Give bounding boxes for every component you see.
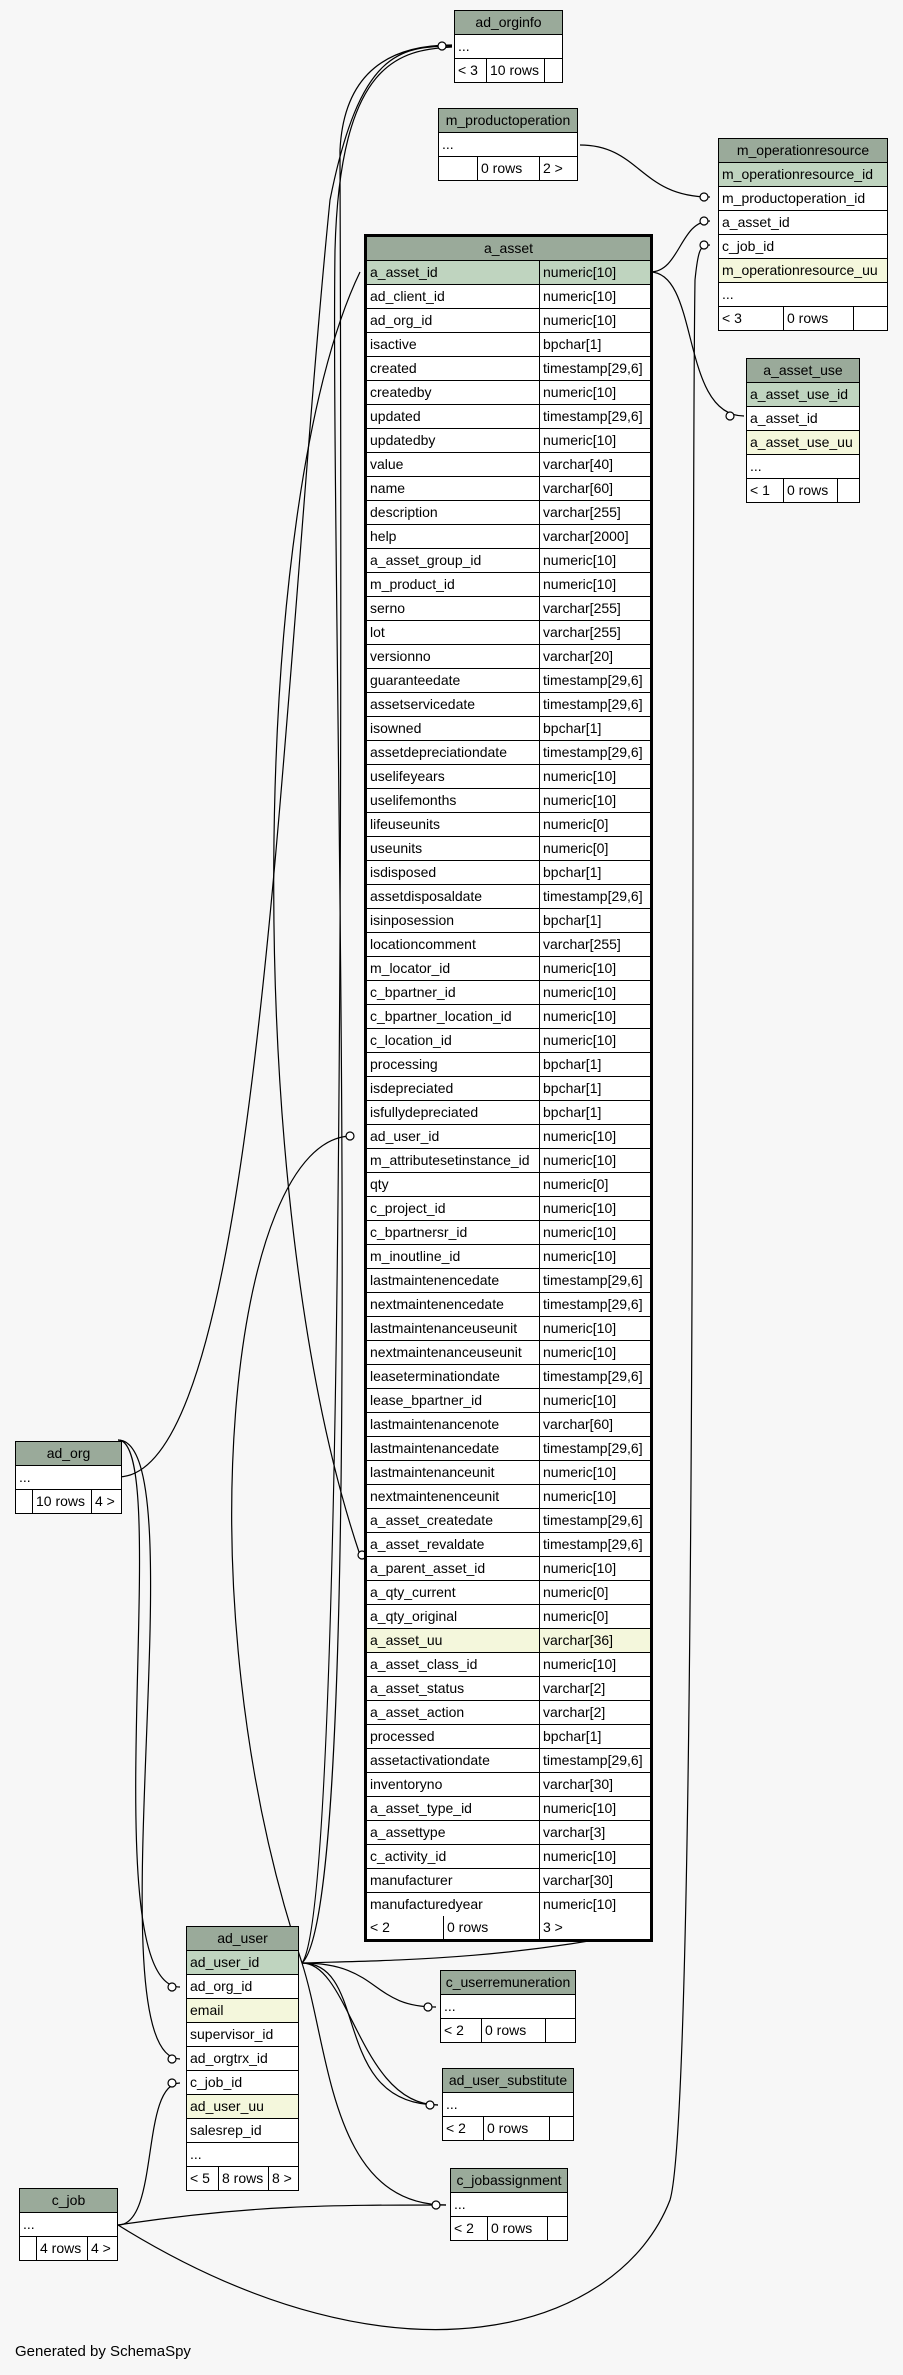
column-type: numeric[10] (539, 789, 650, 812)
table-row (367, 1389, 650, 1413)
table-row (367, 1221, 650, 1245)
table-title[interactable]: c_jobassignment (451, 2169, 567, 2193)
column-type: numeric[10] (539, 981, 650, 1004)
column-name: m_operationresource_id (722, 166, 873, 182)
column-name: nextmaintenenceunit (370, 1488, 500, 1504)
column-name: serno (370, 600, 406, 616)
column-name: ad_org_id (370, 312, 433, 328)
table-row (367, 429, 650, 453)
column-name: a_asset_id (722, 214, 790, 230)
edge-adorg-aduser-trx (118, 1440, 180, 2059)
edge-aduser-jobassign (302, 1963, 446, 2205)
table-row (367, 1005, 650, 1029)
children-count[interactable]: 8 > (268, 2167, 298, 2190)
table-row (367, 1485, 650, 1509)
column-name: ad_org_id (190, 1978, 253, 1994)
column-name: manufacturer (370, 1872, 453, 1888)
children-count[interactable] (837, 479, 859, 502)
column-name: uselifemonths (370, 792, 457, 808)
table-row (367, 621, 650, 645)
column-type: varchar[255] (539, 933, 650, 956)
table-row (367, 981, 650, 1005)
column-name: lot (370, 624, 385, 640)
table-row (367, 957, 650, 981)
column-type: numeric[10] (539, 1221, 650, 1244)
column-type: timestamp[29,6] (539, 693, 650, 716)
column-type: varchar[255] (539, 501, 650, 524)
row-count: 0 rows (487, 2217, 547, 2240)
children-count[interactable] (853, 307, 887, 330)
table-row: ... (444, 1998, 456, 2014)
column-name: nextmaintenencedate (370, 1296, 504, 1312)
table-row: ... (446, 2096, 458, 2112)
column-name: isfullydepreciated (370, 1104, 479, 1120)
row-count: 0 rows (783, 479, 837, 502)
table-row (367, 1869, 650, 1893)
edge-aduser-remun (302, 1963, 436, 2007)
table-m-operationresource[interactable] (718, 138, 888, 331)
column-type: varchar[255] (539, 621, 650, 644)
column-name: supervisor_id (190, 2026, 274, 2042)
table-c-jobassignment[interactable] (450, 2168, 568, 2241)
column-name: name (370, 480, 406, 496)
table-row (367, 1821, 650, 1845)
column-name: m_productoperation_id (722, 190, 866, 206)
parents-count[interactable]: < 2 (454, 2220, 474, 2236)
children-count[interactable] (547, 2217, 567, 2240)
column-name: a_asset_status (370, 1680, 465, 1696)
column-type: timestamp[29,6] (539, 1509, 650, 1532)
table-ad-org[interactable] (15, 1441, 122, 1514)
table-row (367, 1605, 650, 1629)
children-count[interactable]: 4 > (87, 2237, 117, 2260)
table-row (367, 1773, 650, 1797)
column-type: timestamp[29,6] (539, 1533, 650, 1556)
column-name: c_location_id (370, 1032, 452, 1048)
table-row (367, 645, 650, 669)
column-name: ... (722, 286, 734, 302)
table-row (367, 861, 650, 885)
column-name: a_asset_id (370, 264, 438, 280)
column-name: versionno (370, 648, 431, 664)
column-type: numeric[10] (539, 1461, 650, 1484)
table-row (367, 309, 650, 333)
column-name: processing (370, 1056, 438, 1072)
table-a-asset-use[interactable] (746, 358, 860, 503)
column-type: timestamp[29,6] (539, 1293, 650, 1316)
table-row (367, 1677, 650, 1701)
column-type: varchar[20] (539, 645, 650, 668)
column-name: nextmaintenanceuseunit (370, 1344, 522, 1360)
column-name: lastmaintenanceuseunit (370, 1320, 518, 1336)
column-name: assetdepreciationdate (370, 744, 507, 760)
edge-aduser-subst (302, 1963, 438, 2105)
column-name: isdepreciated (370, 1080, 454, 1096)
column-name: m_operationresource_uu (722, 262, 878, 278)
column-name: m_product_id (370, 576, 455, 592)
column-type: bpchar[1] (539, 1053, 650, 1076)
column-name: assetactivationdate (370, 1752, 490, 1768)
column-name: ... (190, 2146, 202, 2162)
column-name: a_asset_use_uu (750, 434, 853, 450)
column-type: numeric[10] (539, 1125, 650, 1148)
column-name: a_asset_id (750, 410, 818, 426)
column-name: c_job_id (722, 238, 775, 254)
row-count: 0 rows (783, 307, 853, 330)
generated-by-footer: Generated by SchemaSpy (15, 2343, 191, 2360)
table-row (367, 1149, 650, 1173)
column-name: useunits (370, 840, 423, 856)
column-type: numeric[0] (539, 1173, 650, 1196)
edge-aduser-subst-2 (302, 1963, 438, 2105)
column-name: a_asset_revaldate (370, 1536, 485, 1552)
parents-count[interactable]: < 3 (458, 62, 478, 78)
table-ad-user[interactable] (186, 1926, 299, 2191)
table-row (367, 1581, 650, 1605)
table-row (367, 1365, 650, 1389)
table-title[interactable]: m_operationresource (719, 139, 887, 163)
table-row (367, 1533, 650, 1557)
column-type: timestamp[29,6] (539, 1749, 650, 1772)
table-ad-user-substitute[interactable] (442, 2068, 574, 2141)
table-row (367, 1053, 650, 1077)
table-c-job[interactable] (19, 2188, 118, 2261)
table-title[interactable]: a_asset_use (747, 359, 859, 383)
column-name: lifeuseunits (370, 816, 441, 832)
table-row (367, 789, 650, 813)
table-row (367, 1269, 650, 1293)
column-type: timestamp[29,6] (539, 669, 650, 692)
table-row (367, 405, 650, 429)
table-row (367, 813, 650, 837)
column-type: timestamp[29,6] (539, 1365, 650, 1388)
column-type: numeric[10] (539, 1245, 650, 1268)
column-name: m_locator_id (370, 960, 451, 976)
table-row (367, 381, 650, 405)
table-c-userremuneration[interactable] (440, 1970, 576, 2043)
table-row (367, 909, 650, 933)
table-row (367, 285, 650, 309)
table-row (367, 357, 650, 381)
table-row (367, 1317, 650, 1341)
column-name: c_bpartnersr_id (370, 1224, 468, 1240)
parents-count[interactable]: < 2 (444, 2022, 464, 2038)
column-type: bpchar[1] (539, 717, 650, 740)
column-type: numeric[10] (539, 1197, 650, 1220)
column-name: updated (370, 408, 421, 424)
column-name: guaranteedate (370, 672, 461, 688)
children-count[interactable]: 4 > (91, 1490, 121, 1513)
table-row (367, 1845, 650, 1869)
column-type: numeric[10] (539, 957, 650, 980)
column-type: bpchar[1] (539, 909, 650, 932)
table-title[interactable]: c_userremuneration (441, 1971, 575, 1995)
column-type: numeric[0] (539, 837, 650, 860)
column-type: varchar[2000] (539, 525, 650, 548)
table-row: ... (442, 136, 454, 152)
table-row (367, 333, 650, 357)
column-type: numeric[0] (539, 813, 650, 836)
row-count: 0 rows (481, 2019, 545, 2042)
column-type: numeric[10] (539, 1341, 650, 1364)
table-row (367, 1629, 650, 1653)
column-type: timestamp[29,6] (539, 741, 650, 764)
children-count[interactable] (545, 2019, 575, 2042)
column-name: ad_orgtrx_id (190, 2050, 268, 2066)
table-row (367, 1437, 650, 1461)
table-row (367, 1725, 650, 1749)
column-name: uselifeyears (370, 768, 445, 784)
table-title[interactable]: a_asset (367, 237, 650, 261)
column-name: ad_client_id (370, 288, 445, 304)
table-row (367, 1125, 650, 1149)
column-type: numeric[10] (539, 1029, 650, 1052)
column-type: numeric[10] (539, 381, 650, 404)
column-type: numeric[10] (539, 549, 650, 572)
table-row (367, 549, 650, 573)
table-row (367, 1461, 650, 1485)
column-type: timestamp[29,6] (539, 405, 650, 428)
column-name: processed (370, 1728, 435, 1744)
column-type: numeric[10] (539, 285, 650, 308)
column-name: isdisposed (370, 864, 437, 880)
parents-count[interactable]: < 3 (722, 310, 742, 326)
column-name: a_qty_current (370, 1584, 456, 1600)
column-name: isactive (370, 336, 417, 352)
column-name: a_asset_class_id (370, 1656, 478, 1672)
column-name: c_job_id (190, 2074, 243, 2090)
column-type: varchar[60] (539, 1413, 650, 1436)
column-type: varchar[3] (539, 1821, 650, 1844)
column-name: lastmaintenancedate (370, 1440, 500, 1456)
children-count[interactable]: 3 > (539, 1916, 650, 1939)
table-ad-orginfo[interactable] (454, 10, 563, 83)
column-type: numeric[10] (539, 1845, 650, 1868)
table-row (367, 669, 650, 693)
parents-count[interactable]: < 2 (446, 2120, 466, 2136)
column-name: ad_user_uu (190, 2098, 264, 2114)
column-type: varchar[40] (539, 453, 650, 476)
column-name: lastmaintenencedate (370, 1272, 500, 1288)
row-count: 0 rows (443, 1916, 539, 1939)
column-name: updatedby (370, 432, 436, 448)
table-row (367, 837, 650, 861)
column-type: numeric[10] (539, 1317, 650, 1340)
column-name: manufacturedyear (370, 1896, 483, 1912)
column-name: locationcomment (370, 936, 476, 952)
column-name: value (370, 456, 404, 472)
column-type: numeric[10] (539, 1389, 650, 1412)
column-name: a_asset_uu (370, 1632, 443, 1648)
row-count: 0 rows (483, 2117, 549, 2140)
column-type: numeric[10] (539, 261, 650, 284)
column-name: assetservicedate (370, 696, 476, 712)
column-type: bpchar[1] (539, 861, 650, 884)
row-count: 8 rows (218, 2167, 268, 2190)
parents-count[interactable]: < 1 (750, 482, 770, 498)
parents-count[interactable] (16, 1490, 32, 1513)
column-name: c_bpartner_id (370, 984, 456, 1000)
column-name: m_attributesetinstance_id (370, 1152, 530, 1168)
table-title[interactable]: m_productoperation (439, 109, 577, 133)
table-row (367, 1029, 650, 1053)
edge-aduser-asset (232, 1136, 352, 1963)
table-row (367, 1749, 650, 1773)
table-row (367, 1893, 650, 1916)
table-title[interactable]: ad_orginfo (455, 11, 562, 35)
table-row (367, 717, 650, 741)
column-name: a_assettype (370, 1824, 446, 1840)
column-type: varchar[30] (539, 1869, 650, 1892)
column-name: a_asset_createdate (370, 1512, 493, 1528)
table-row (367, 1101, 650, 1125)
column-type: numeric[10] (539, 573, 650, 596)
table-title[interactable]: ad_org (16, 1442, 121, 1466)
column-name: created (370, 360, 417, 376)
column-type: numeric[0] (539, 1605, 650, 1628)
column-name: a_asset_type_id (370, 1800, 472, 1816)
column-name: ad_user_id (190, 1954, 260, 1970)
column-name: isinposession (370, 912, 455, 928)
column-name: a_asset_group_id (370, 552, 482, 568)
table-row (367, 1077, 650, 1101)
column-type: bpchar[1] (539, 333, 650, 356)
column-type: timestamp[29,6] (539, 885, 650, 908)
table-row (367, 933, 650, 957)
column-type: numeric[10] (539, 1653, 650, 1676)
column-name: salesrep_id (190, 2122, 262, 2138)
column-name: inventoryno (370, 1776, 443, 1792)
table-title[interactable]: c_job (20, 2189, 117, 2213)
row-count: 0 rows (477, 157, 539, 180)
children-count[interactable] (544, 59, 562, 82)
table-row (367, 1797, 650, 1821)
edge-prodop-opres (580, 145, 710, 197)
table-row: ... (454, 2196, 466, 2212)
column-type: numeric[10] (539, 1797, 650, 1820)
edge-cjob-jobassign (118, 2205, 446, 2225)
column-type: numeric[10] (539, 1893, 650, 1916)
column-name: ... (750, 458, 762, 474)
table-row (367, 477, 650, 501)
row-count: 10 rows (32, 1490, 91, 1513)
table-row: ... (19, 1469, 31, 1485)
column-name: createdby (370, 384, 432, 400)
column-type: varchar[2] (539, 1701, 650, 1724)
column-type: numeric[10] (539, 1149, 650, 1172)
column-name: c_bpartner_location_id (370, 1008, 512, 1024)
table-row (367, 693, 650, 717)
column-type: numeric[10] (539, 1005, 650, 1028)
parents-count[interactable] (439, 157, 477, 180)
column-type: bpchar[1] (539, 1077, 650, 1100)
parents-count[interactable]: < 2 (370, 1919, 390, 1935)
table-row: ... (23, 2216, 35, 2232)
table-row (367, 573, 650, 597)
table-row (367, 765, 650, 789)
column-name: c_project_id (370, 1200, 446, 1216)
column-type: numeric[10] (539, 429, 650, 452)
table-row (367, 501, 650, 525)
column-type: varchar[255] (539, 597, 650, 620)
table-row (367, 1701, 650, 1725)
column-name: m_inoutline_id (370, 1248, 461, 1264)
column-type: numeric[10] (539, 765, 650, 788)
column-name: lastmaintenanceunit (370, 1464, 495, 1480)
table-row (367, 1341, 650, 1365)
column-type: timestamp[29,6] (539, 357, 650, 380)
column-type: timestamp[29,6] (539, 1269, 650, 1292)
column-type: varchar[2] (539, 1677, 650, 1700)
table-row (367, 1293, 650, 1317)
column-name: qty (370, 1176, 389, 1192)
table-row (367, 1653, 650, 1677)
table-row (367, 1173, 650, 1197)
column-name: assetdisposaldate (370, 888, 483, 904)
column-type: numeric[10] (539, 309, 650, 332)
row-count: 10 rows (486, 59, 544, 82)
table-row (367, 1245, 650, 1269)
column-name: leaseterminationdate (370, 1368, 500, 1384)
column-name: a_qty_original (370, 1608, 458, 1624)
children-count[interactable] (549, 2117, 573, 2140)
edge-asset-parent (274, 272, 360, 1555)
column-name: a_asset_action (370, 1704, 465, 1720)
column-type: numeric[10] (539, 1557, 650, 1580)
parents-count[interactable] (20, 2237, 36, 2260)
column-type: varchar[36] (539, 1629, 650, 1652)
column-name: description (370, 504, 438, 520)
table-row: ... (458, 38, 470, 54)
row-count: 4 rows (36, 2237, 87, 2260)
column-name: lastmaintenancenote (370, 1416, 500, 1432)
column-name: c_activity_id (370, 1848, 447, 1864)
table-row (367, 1413, 650, 1437)
column-type: numeric[10] (539, 1485, 650, 1508)
column-name: help (370, 528, 397, 544)
table-row (367, 1197, 650, 1221)
table-title[interactable]: ad_user_substitute (443, 2069, 573, 2093)
column-type: bpchar[1] (539, 1101, 650, 1124)
column-type: varchar[60] (539, 477, 650, 500)
table-m-productoperation[interactable] (438, 108, 578, 181)
table-row (367, 1509, 650, 1533)
column-name: a_asset_use_id (750, 386, 849, 402)
column-type: timestamp[29,6] (539, 1437, 650, 1460)
column-name: email (190, 2002, 224, 2018)
column-type: varchar[30] (539, 1773, 650, 1796)
table-row (367, 261, 650, 285)
column-name: ad_user_id (370, 1128, 440, 1144)
column-type: numeric[0] (539, 1581, 650, 1604)
column-name: isowned (370, 720, 422, 736)
column-type: bpchar[1] (539, 1725, 650, 1748)
children-count[interactable]: 2 > (539, 157, 577, 180)
table-row (367, 1557, 650, 1581)
table-row (367, 525, 650, 549)
table-title[interactable]: ad_user (187, 1927, 298, 1951)
table-row (367, 885, 650, 909)
column-name: a_parent_asset_id (370, 1560, 486, 1576)
parents-count[interactable]: < 5 (190, 2170, 210, 2186)
column-name: lease_bpartner_id (370, 1392, 483, 1408)
table-row (367, 597, 650, 621)
table-a-asset[interactable] (364, 234, 653, 1942)
table-row (367, 741, 650, 765)
table-row (367, 453, 650, 477)
edge-cjob-aduser (118, 2083, 180, 2225)
